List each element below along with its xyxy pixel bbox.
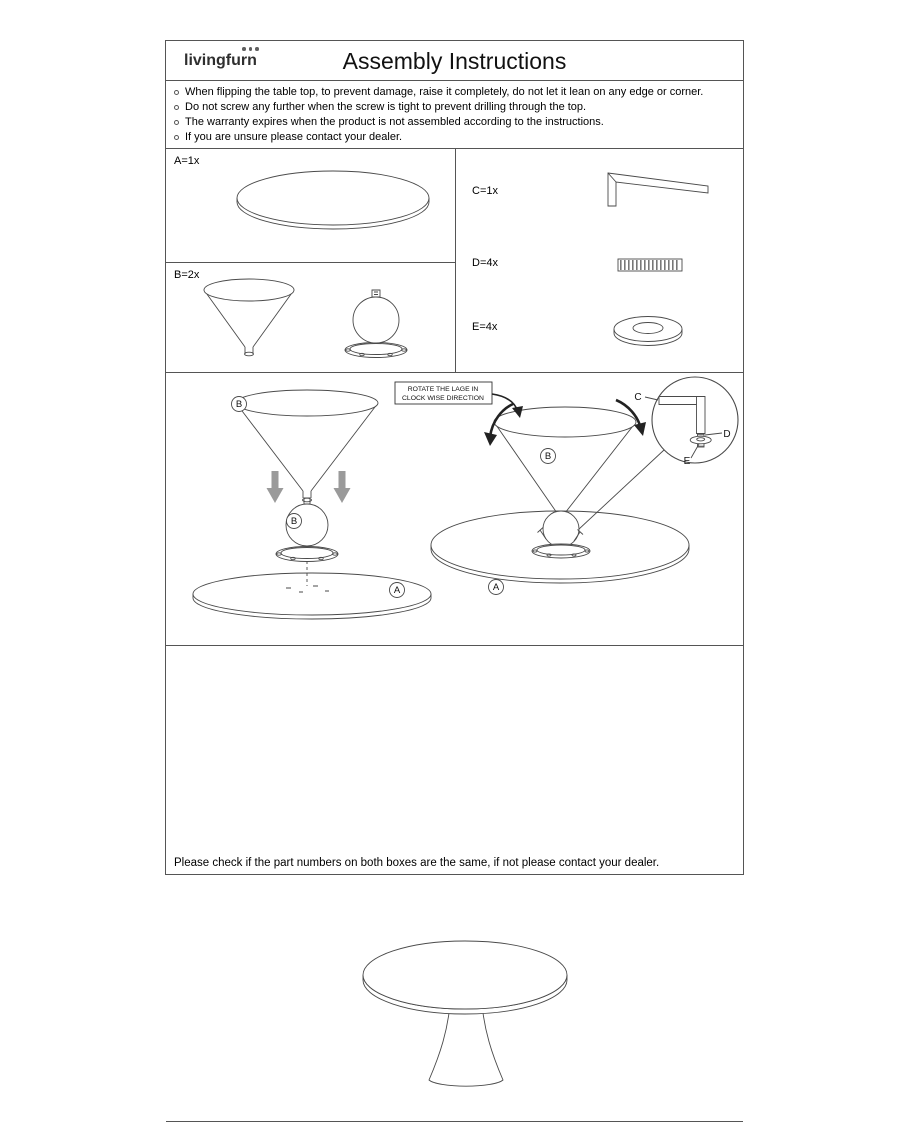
bullet-icon [174,135,179,140]
page-title: Assembly Instructions [342,48,567,74]
part-a-box [166,149,455,263]
label-b-badge [541,449,556,464]
part-b-drawing [166,263,454,371]
warning-text: When flipping the table top, to prevent damage, raise it completely, do not let it lean on any edge or corner. [185,86,704,98]
label-d: D [723,429,731,440]
part-e-label: E=4x [472,321,498,333]
bullet-icon [174,105,179,110]
part-b-label: B=2x [174,269,200,281]
warning-item [174,85,735,100]
sphere-top-screw [304,498,310,504]
label-b: B [235,399,243,411]
parts-section [166,149,743,373]
sphere [353,297,399,343]
rotate-callout [395,382,523,418]
part-a-drawing [166,149,454,261]
flange [276,547,338,562]
assembly-diagram [166,373,743,644]
table-top-ellipse [237,171,429,225]
label-b: B [290,516,298,528]
parts-right-column [456,149,743,372]
cone [494,407,636,513]
table-top-ellipse [363,941,567,1009]
callout-line-2: CLOCK WISE DIRECTION [402,395,484,402]
allen-key-drawing [608,173,708,206]
label-a-badge [390,583,405,598]
down-arrow-icon [334,471,351,503]
label-b-badge [232,397,247,412]
assembly-step-2 [395,377,738,595]
warning-item [174,100,735,115]
warning-item [174,130,735,145]
warning-list [166,81,743,149]
flange [532,544,590,558]
bullet-icon [174,120,179,125]
label-a: A [393,585,401,597]
final-product-drawing [166,919,743,1120]
label-b-badge [287,514,302,529]
header [166,41,743,81]
assembly-step-1 [193,390,431,619]
label-a: A [492,582,500,594]
cone-part [204,279,294,356]
cone [236,390,378,502]
warning-text: Do not screw any further when the screw is tight to prevent drilling through the top. [185,101,587,113]
callout-line-1: ROTATE THE LAGE IN [407,386,479,393]
top-screw [372,290,380,297]
part-b-box [166,263,455,372]
parts-cde-drawing [456,149,744,371]
part-c-label: C=1x [472,185,498,197]
bullet-icon [174,90,179,95]
final-product-section [166,919,743,1122]
down-arrow-icon [267,471,284,503]
warning-item [174,115,735,130]
instruction-sheet [165,40,744,875]
part-a-label: A=1x [174,155,200,167]
screw-drawing [618,259,682,271]
warning-text: The warranty expires when the product is not assembled according to the instructions. [185,116,604,128]
zoom-detail-circle [634,377,738,467]
label-a-badge [489,580,504,595]
footer-note [166,849,743,876]
parts-left-column [166,149,456,372]
footer-text: Please check if the part numbers on both boxes are the same, if not please contact your dealer. [174,856,660,869]
ball-base-part [345,290,407,358]
label-e: E [683,456,691,467]
brand-logo: livingfurn [184,52,257,69]
label-c: C [634,392,642,403]
washer-drawing [614,317,682,346]
label-b: B [544,451,552,463]
part-d-label: D=4x [472,257,498,269]
assembly-section [166,373,743,646]
sphere [543,511,579,547]
warning-text: If you are unsure please contact your dealer. [185,131,403,143]
